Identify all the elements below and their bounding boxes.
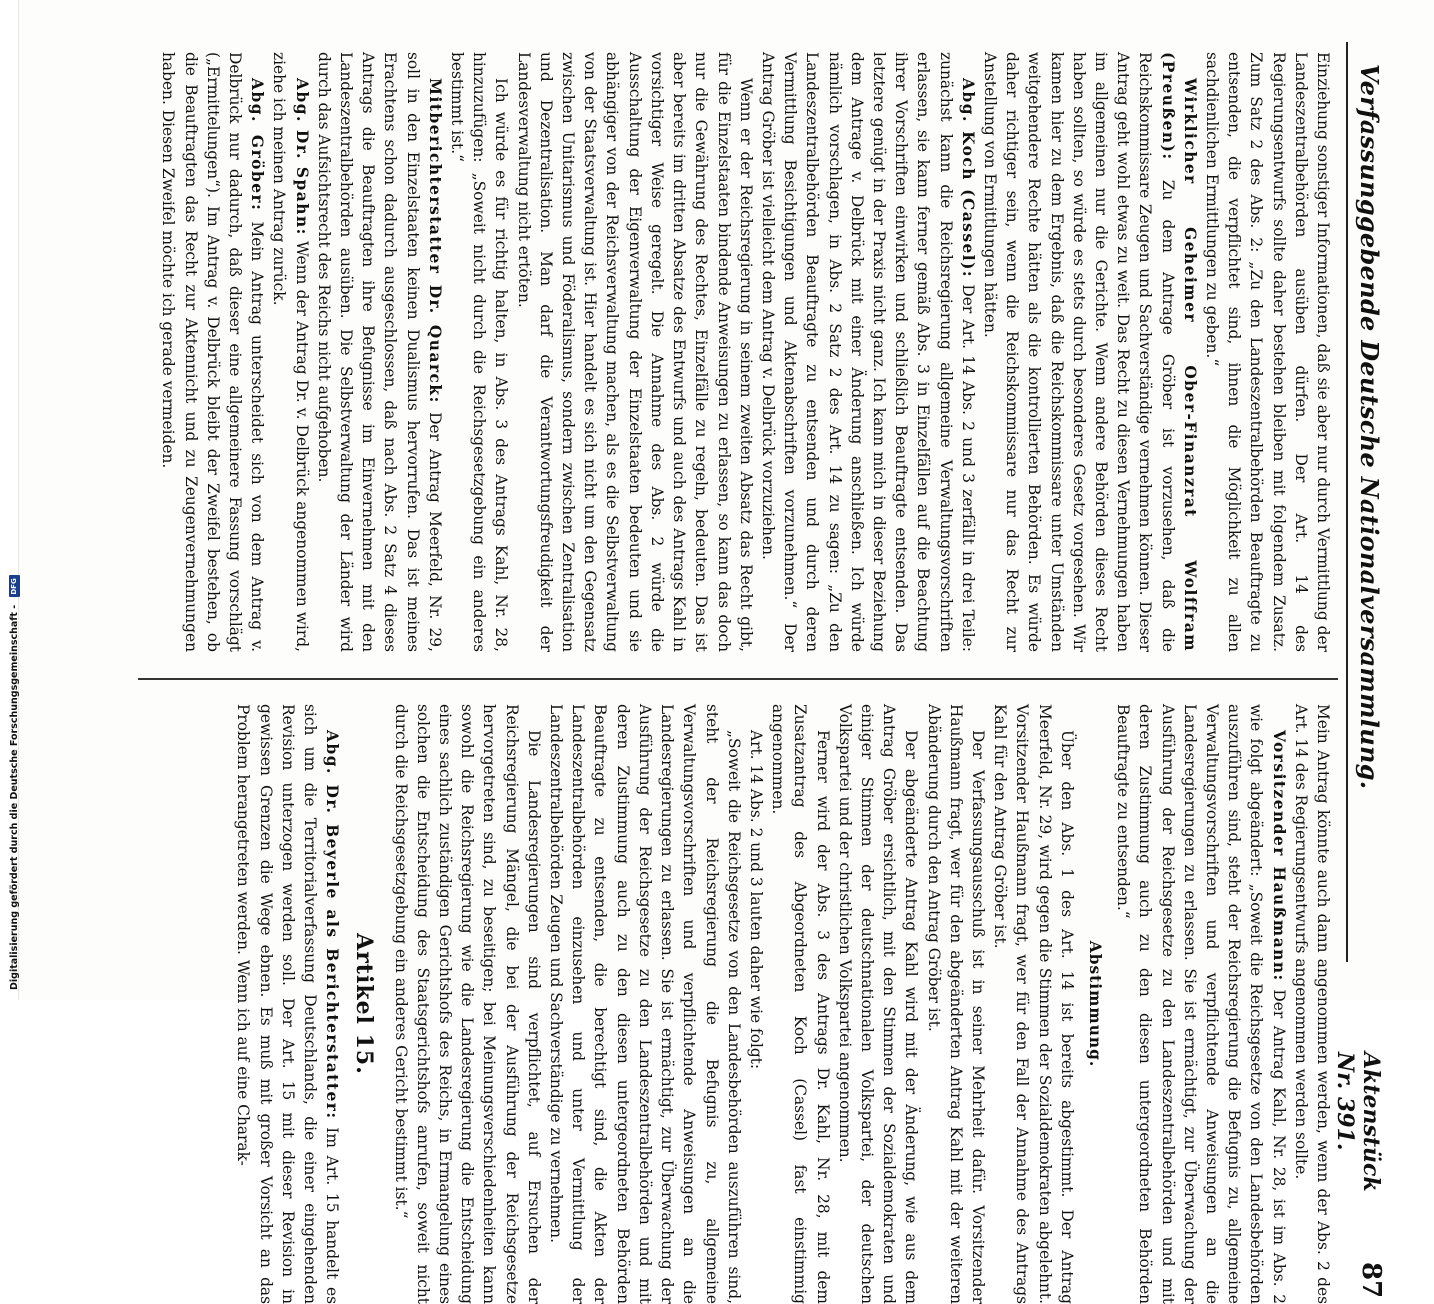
paragraph-text: Die Landesregierungen sind verpflichtet, auf Ersuchen der Reichsregierung Mängel, die bei der Ausführung der Reichsgesetze hervorgetreten sind, zu beseitigen; bei Meinungsverschiedenheiten kann sowohl die Reichsregierung wie die Landesregierung die Entscheidung eines sachlich zuständigen Gerichtshofs des Reichs, in Ermangelung eines solchen die Entscheidung des Staatsgerichtshofs anrufen, soweit nicht durch die Reichsgesetzgebung ein anderes Gericht bestimmt ist.“ xyxy=(391,704,543,1304)
paragraph xyxy=(313,52,446,652)
speaker-name: Abg. Gröber: xyxy=(248,78,267,212)
paragraph xyxy=(232,704,343,1304)
paragraph xyxy=(1290,704,1334,1304)
credit-text: Digitalisierung gefördert durch die Deutsche Forschungsgemeinschaft - xyxy=(9,604,20,990)
paragraph xyxy=(389,704,544,1304)
paragraph-text: Der abgeänderte Antrag Kahl wird mit der Änderung, wie aus dem Antrag Gröber ersichtlich, mit den Stimmen der Sozialdemokraten und einiger Stimmen der deutschnationalen Volkspartei, der deutschen Volkspartei und der christlichen Volkspartei angenommen. xyxy=(835,704,921,1304)
paragraph-text: „Soweit die Reichsgesetze von den Landesbehörden auszuführen sind, steht der Reichsregierung die Befugnis zu, allgemeine Verwaltungsvorschriften und verpflichtende Anweisungen an die Landesregierungen zu erlassen. Sie ist ermächtigt, zur Überwachung der Ausführung der Reichsgesetze zu den Landeszentralbehörden und mit deren Zustimmung auch zu den diesen untergeordneten Behörden Beauftragte zu entsenden, die berechtigt sind, die Akten der Landeszentralbehörden einzusehen und unter Vermittlung der Landeszentralbehörden Zeugen und Sachverständige zu vernehmen. xyxy=(547,704,743,1304)
paragraph xyxy=(979,52,1201,652)
paragraph xyxy=(922,704,989,1304)
document-number: Aktenstück Nr. 391. xyxy=(1332,1052,1384,1192)
paragraph-text: Wenn er der Reichsregierung in seinem zweiten Absatz das Recht gibt, für die Einzelstaaten bindende Anweisungen zu erlassen, so kann das doch nur die Gewährung des Rechtes, Einzelfälle zu regeln, bedeuten. Das ist aber bereits im dritten Absatze des Entwurfs und auch des Antrags Kahl in vorsichtiger Weise geregelt. Die Annahme des Abs. 2 würde die Ausschaltung der Eigenverwaltung der Einzelstaaten bedeuten und sie abhängiger von der Reichsverwaltung machen, als es die Selbstverwaltung von der Staatsverwaltung ist. Hier handelt es sich nicht um den Gegensatz zwischen Unitarismus und Föderalismus, sondern zwischen Zentralisation und Dezentralisation. Man darf die Verantwortungsfreudigkeit der Landesverwaltung nicht ertöten. xyxy=(514,52,755,652)
column-divider xyxy=(138,678,1338,680)
paragraph xyxy=(989,704,1078,1304)
paragraph-text: Einziehung sonstiger Informationen, daß sie aber nur durch Vermittlung der Landeszentralbehörden ausüben dürfen. Der Art. 14 des Regierungsentwurfs sollte daher bestehen bleiben mit folgendem Zusatz. Zum Satz 2 des Abs. 2: „Zu den Landeszentralbehörden Beauftragte zu entsenden, die verpflichtet sind, ihnen die Möglichkeit zu allen sachdienlichen Ermittlungen zu geben.“ xyxy=(1202,52,1332,652)
paragraph xyxy=(157,52,268,652)
article-heading: Artikel 15. xyxy=(351,933,378,1075)
paragraph xyxy=(767,704,834,1304)
paragraph-text: Der Antrag Meerfeld, Nr. 29, soll in den Einzelstaaten keinen Dualismus hervorrufen. Das ist meines Erachtens schon dadurch ausgeschlossen, daß nach Abs. 2 Satz 4 dieses Antrags die Beauftragten ihre Befugnisse im Einvernehmen mit den Landeszentralbehörden ausüben. Die Selbstverwaltung der Länder wird durch das Aufsichtsrecht des Reichs nicht aufgehoben. xyxy=(314,52,444,652)
paragraph xyxy=(1112,704,1290,1304)
paragraph xyxy=(757,52,979,652)
running-head-title: Verfassunggebende Deutsche Nationalversammlung. xyxy=(1355,64,1384,790)
paragraph xyxy=(545,704,745,1304)
page-number: 87 xyxy=(1356,1262,1386,1299)
dfg-logo: DFG xyxy=(9,575,20,597)
digitization-credit-strip xyxy=(0,0,19,1000)
paragraph xyxy=(446,52,513,652)
paragraph-text: Über den Abs. 1 des Art. 14 ist bereits abgestimmt. Der Antrag Meerfeld, Nr. 29, wird gegen die Stimmen der Sozialdemokraten abgelehnt. Vorsitzender Haußmann fragt, wer für den Fall der Annahme des Antrags Kahl für den Antrag Gröber ist. xyxy=(991,704,1076,1304)
paragraph-text: Art. 14 Abs. 2 und 3 lauten daher wie folgt: xyxy=(746,730,765,1070)
speaker-name: Vorsitzender Haußmann: xyxy=(1269,730,1288,982)
paragraph xyxy=(1201,52,1334,652)
paragraph-text: Im Art. 15 handelt es sich um die Territorialverfassung Deutschlands, die einer eingehenden Revision unterzogen werden soll. Der Art. 15 mit dieser Revision in gewissen Grenzen die Wege ebnen. Es muß mit großer Vorsicht an das Problem herangetreten werden. Wenn ich auf eine Charak- xyxy=(234,704,342,1304)
paragraph-text: Wenn der Antrag Dr. v. Delbrück angenommen wird, ziehe ich meinen Antrag zurück. xyxy=(270,52,311,652)
paragraph-text: Zu dem Antrage Gröber ist vorzusehen, daß die Reichskommissare Zeugen und Sachverständige vernehmen können. Dieser Antrag geht wohl etwas zu weit. Das Recht zu diesen Vernehmungen haben im allgemeinen nur die Gerichte. Wenn andere Behörden dieses Recht haben sollten, so würde es stets durch besonderes Gesetz vorgesehen. Wir kamen hier zu dem Ergebnis, daß die Reichskommissare unter Umständen weitgehendere Rechte hätten als die kontrollierten Behörden. Es würde daher richtiger sein, wenn die Reichskommissare nur das Recht zur Anstellung von Ermittlungen hätten. xyxy=(980,52,1177,652)
speaker-name: Abg. Dr. Spahn: xyxy=(292,78,311,236)
paragraph-text: Mein Antrag könnte auch dann angenommen werden, wenn der Abs. 2 des Art. 14 des Regierungsentwurfs angenommen werden sollte. xyxy=(1291,704,1332,1304)
paragraph xyxy=(834,704,923,1304)
paragraph xyxy=(745,704,767,1304)
paragraph-text: Der Art. 14 Abs. 2 und 3 zerfällt in drei Teile: zunächst kann die Reichsregierung allgemeine Verwaltungsvorschriften erlassen, sie kann ferner gemäß Abs. 3 in Einzelfällen auf die Beachtung ihrer Vorschriften einwirken und schließlich Beauftragte entsenden. Das letztere genügt in der Praxis nicht ganz. Ich kann mich in dieser Beziehung dem Antrage v. Delbrück mit einer Änderung anschließen. Ich würde nämlich vorschlagen, in Abs. 2 Satz 2 des Art. 14 zu sagen: „Zu den Landeszentralbehörden Beauftragte zu entsenden und durch deren Vermittlung Besichtigungen und Aktenabschriften vorzunehmen.“ Der Antrag Gröber ist vielleicht dem Antrag v. Delbrück vorzuziehen. xyxy=(758,52,977,652)
paragraph xyxy=(268,52,312,652)
left-text-column xyxy=(134,52,1334,652)
speaker-name: Mitberichterstatter Dr. Quarck: xyxy=(425,78,444,404)
paragraph-text: Mein Antrag unterscheidet sich von dem Antrag v. Delbrück nur dadurch, daß dieser eine allgemeinere Fassung vorschlägt („Ermittelungen“). Im Antrag v. Delbrück bleibt der Zweifel bestehen, ob die Beauftragten das Recht zur Aktennicht und zu Zeugenvernehmungen haben. Diesen Zweifel möchte ich gerade vermeiden. xyxy=(159,52,267,652)
paragraph-text: Ferner wird der Abs. 3 des Antrags Dr. Kahl, Nr. 28, mit dem Zusatzantrag des Abgeordneten Koch (Cassel) fast einstimmig angenommen. xyxy=(769,704,832,1304)
paragraph-text: Ich würde es für richtig halten, in Abs. 3 des Antrags Kahl, Nr. 28, hinzuzufügen: „Soweit nicht durch die Reichsgesetzgebung ein anderes bestimmt ist.“ xyxy=(448,52,511,652)
speaker-name: Wirklicher Geheimer Ober-Finanzrat Wolffram (Preußen): xyxy=(1158,52,1199,652)
right-text-column xyxy=(134,704,1334,1304)
paragraph-text: Der Verfassungsausschuß ist in seiner Mehrheit dafür. Vorsitzender Haußmann fragt, wer für den abgeänderten Antrag Kahl mit der weiteren Abänderung durch den Antrag Gröber ist. xyxy=(924,704,987,1304)
section-heading: Abstimmung. xyxy=(1085,940,1104,1068)
paragraph xyxy=(512,52,756,652)
rotated-document-page xyxy=(130,42,1390,1304)
speaker-name: Abg. Dr. Beyerle als Berichterstatter: xyxy=(323,730,342,1120)
paragraph-text: Der Antrag Kahl, Nr. 28, ist im Abs. 2 wie folgt abgeändert: „Soweit die Reichsgesetze von den Landesbehörden auszuführen sind, steht der Reichsregierung die Befugnis zu, allgemeine Verwaltungsvorschriften und verpflichtende Anweisungen an die Landesregierungen zu erlassen. Sie ist ermächtigt, zur Überwachung der Ausführung der Reichsgesetze zu den Landeszentralbehörden und mit deren Zustimmung auch zu den diesen untergeordneten Behörden Beauftragte zu entsenden.“ xyxy=(1114,704,1288,1304)
running-head xyxy=(1332,42,1390,1299)
digitization-credit xyxy=(9,575,21,990)
speaker-name: Abg. Koch (Cassel): xyxy=(958,78,977,279)
